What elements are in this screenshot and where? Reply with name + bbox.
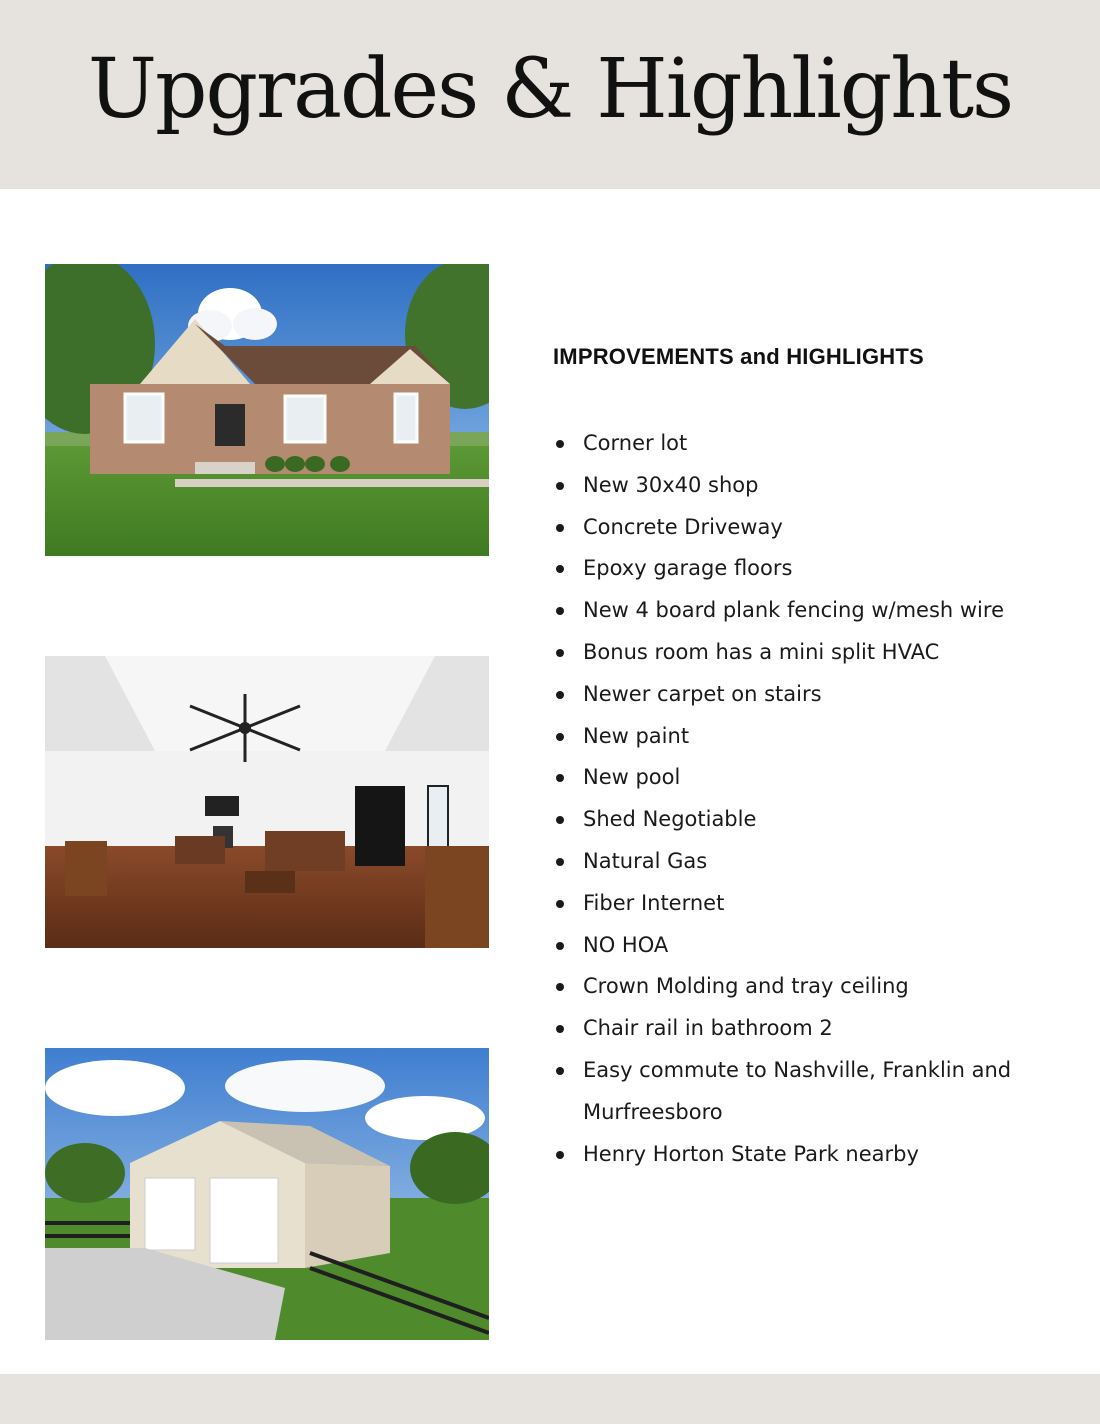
list-item: Crown Molding and tray ceiling	[553, 966, 1073, 1008]
highlights-list	[553, 423, 1073, 1175]
list-item: New pool	[553, 757, 1073, 799]
footer-band	[0, 1374, 1100, 1424]
list-item: Bonus room has a mini split HVAC	[553, 632, 1073, 674]
list-item: Shed Negotiable	[553, 799, 1073, 841]
list-item: Easy commute to Nashville, Franklin and Murfreesboro	[553, 1050, 1073, 1134]
shop-garage-photo	[45, 1048, 489, 1340]
list-item: Concrete Driveway	[553, 507, 1073, 549]
section-heading: IMPROVEMENTS and HIGHLIGHTS	[553, 344, 924, 369]
list-item: New 4 board plank fencing w/mesh wire	[553, 590, 1073, 632]
list-item: Natural Gas	[553, 841, 1073, 883]
list-item: Newer carpet on stairs	[553, 674, 1073, 716]
list-item: New paint	[553, 716, 1073, 758]
list-item: Epoxy garage floors	[553, 548, 1073, 590]
list-item: Fiber Internet	[553, 883, 1073, 925]
list-item: Corner lot	[553, 423, 1073, 465]
list-item: Henry Horton State Park nearby	[553, 1134, 1073, 1176]
header-band	[0, 0, 1100, 189]
list-item: New 30x40 shop	[553, 465, 1073, 507]
list-item: Chair rail in bathroom 2	[553, 1008, 1073, 1050]
living-room-photo	[45, 656, 489, 948]
house-exterior-photo	[45, 264, 489, 556]
page-title: Upgrades & Highlights	[87, 42, 1013, 137]
list-item: NO HOA	[553, 925, 1073, 967]
